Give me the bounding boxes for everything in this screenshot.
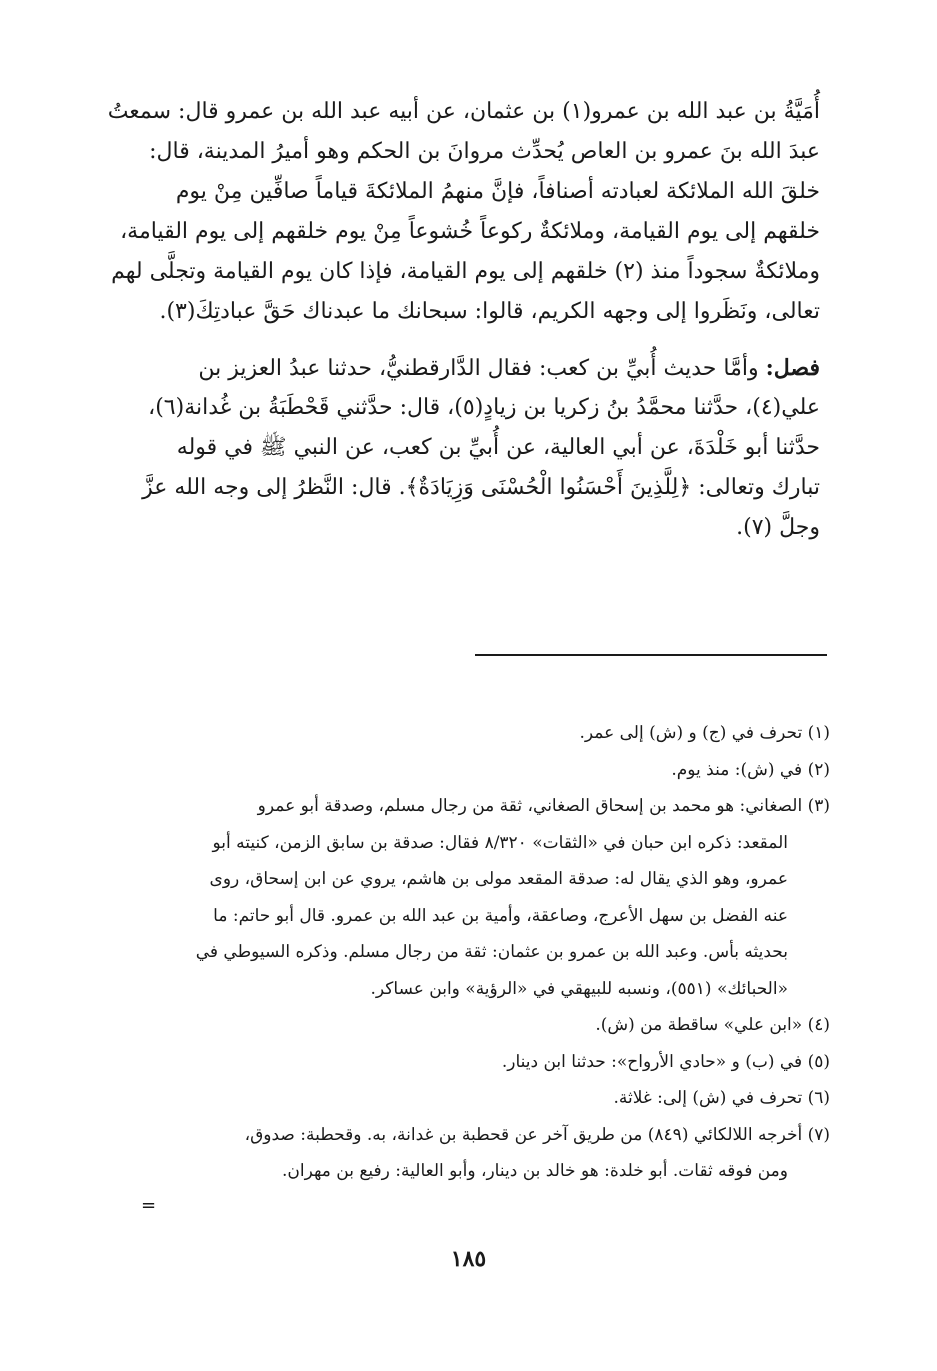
footnote-line: (٧) أخرجه اللالكائي (٨٤٩) من طريق آخر عن قحطبة بن غدانة، به. وقحطبة: صدوق، — [244, 1124, 830, 1145]
footnote-line: (١) تحرف في (ج) و (ش) إلى عمر. — [579, 723, 830, 743]
footnotes — [150, 715, 830, 1190]
main-line: تعالى، ونَظَروا إلى وجهه الكريم، قالوا: سبحانك ما عبدناك حَقَّ عبادتِكَ(٣). — [159, 299, 820, 324]
footnote-line: (٥) في (ب) و «حادي الأرواح»: حدثنا ابن دينار. — [501, 1051, 830, 1072]
section-label: فصل: — [765, 355, 820, 381]
paragraph-2 — [142, 348, 820, 548]
continuation-mark: = — [141, 1195, 157, 1216]
main-line: علي(٤)، حدَّثنا محمَّدُ بنُ زكريا بن زيادٍ(٥)، قال: حدَّثني قَحْطَبَةُ بن غُدانة(٦)، — [148, 395, 820, 420]
paragraph-2-first-line: وأمَّا حديث أُبيِّ بن كعب: فقال الدَّارقطنيُّ، حدثنا عبدُ العزيز بن — [198, 356, 766, 381]
main-line: حدَّثنا أبو خَلْدَةَ، عن أبي العالية، عن أُبيِّ بن كعب، عن النبي ﷺ في قوله — [176, 435, 820, 460]
paragraph-1 — [107, 92, 820, 332]
footnote-line: (٣) الصغاني: هو محمد بن إسحاق الصغاني، ثقة من رجال مسلم، وصدقة أبو عمرو — [257, 796, 830, 816]
footnote-line: ومن فوقه ثقات. أبو خلدة: هو خالد بن دينار، وأبو العالية: رفيع بن مهران. — [281, 1161, 788, 1181]
footnote-line: «الحبائك» (٥٥١)، ونسبه للبيهقي في «الرؤية» وابن عساكر. — [370, 978, 788, 999]
footnote-divider — [475, 654, 827, 656]
footnote-line: المقعد: ذكره ابن حبان في «الثقات» ٨/٣٢٠ فقال: صدقة بن سابق الزمن، كنيته أبو — [212, 832, 788, 853]
footnote-line: (٤) «ابن علي» ساقطة من (ش). — [595, 1015, 830, 1035]
footnote-line: بحديثه بأس. وعبد الله بن عمرو بن عثمان: ثقة من رجال مسلم. وذكره السيوطي في — [195, 942, 788, 962]
footnote-line: (٦) تحرف في (ش) إلى: غلاثة. — [613, 1088, 830, 1108]
main-line: عبدَ الله بنَ عمرو بن العاص يُحدِّث مروانَ بن الحكم وهو أميرُ المدينة، قال: — [149, 139, 820, 164]
footnote-line: (٢) في (ش): منذ يوم. — [671, 759, 830, 780]
main-line: أُمَيَّةُ بن عبد الله بن عمرو(١) بن عثمان، عن أبيه عبد الله بن عمرو قال: سمعتُ — [107, 99, 820, 124]
paragraph-gap — [150, 332, 820, 348]
main-line: خلقهم إلى يوم القيامة، وملائكةٌ ركوعاً خُشوعاً مِنْ يوم خلقهم إلى يوم القيامة، — [120, 219, 820, 244]
page-number: ١٨٥ — [450, 1246, 487, 1272]
main-text — [107, 92, 820, 548]
footnote-line: عنه الفضل بن سهل الأعرج، وصاعقة، وأمية بن عبد الله بن عمرو. قال أبو حاتم: ما — [213, 905, 788, 926]
main-line: تبارك وتعالى: ﴿لِلَّذِينَ أَحْسَنُوا الْحُسْنَى وَزِيَادَةٌ﴾. قال: النَّظرُ إلى وجه الله عزَّ — [142, 475, 820, 500]
main-line: وجلَّ (٧). — [736, 515, 820, 540]
main-line — [150, 348, 820, 388]
main-line: وملائكةٌ سجوداً منذ (٢) خلقهم إلى يوم القيامة، فإذا كان يوم القيامة وتجلَّى لهم — [111, 259, 820, 284]
main-line: خلقَ الله الملائكة لعبادته أصنافاً، فإنَّ منهمُ الملائكةَ قياماً صافِّين مِنْ يوم — [175, 179, 820, 204]
footnote-line: عمرو، وهو الذي يقال له: صدقة المقعد مولى بن هاشم، يروي عن ابن إسحاق، روى — [209, 869, 788, 889]
